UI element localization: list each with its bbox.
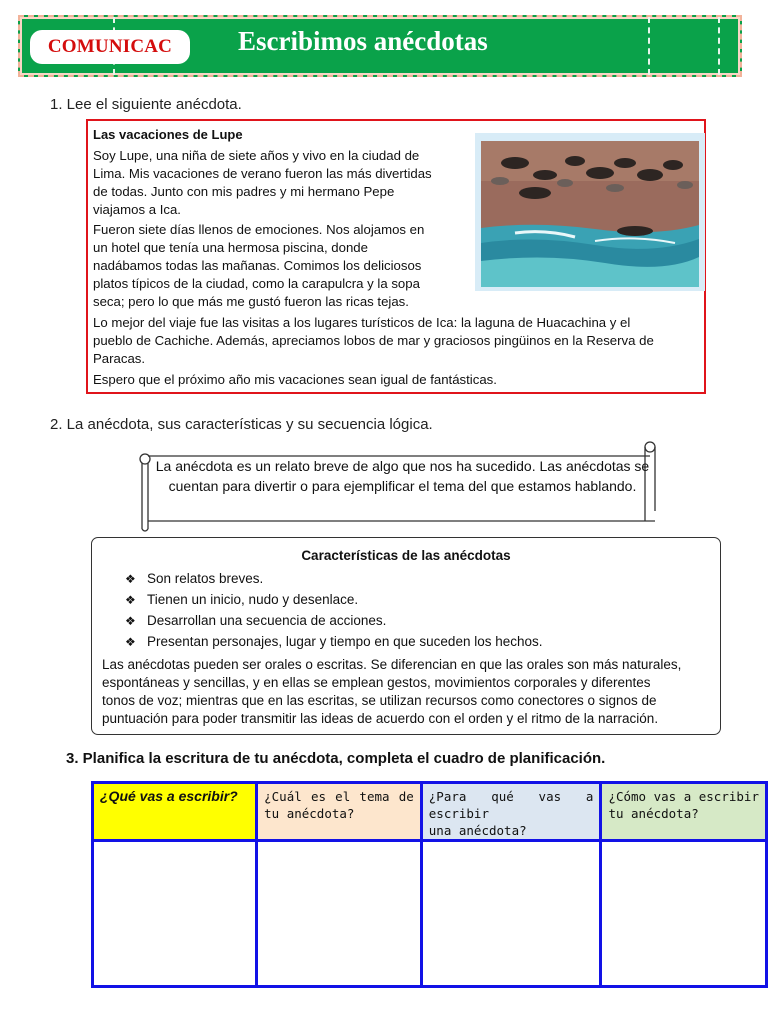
table-header: ¿Cuál es el tema de tu anécdota? [257,783,422,841]
story-line: de todas. Junto con mis padres y mi hermano Pepe [93,184,395,199]
answer-cell-purpose[interactable] [421,841,601,987]
characteristics-box [91,537,721,735]
diamond-bullet-icon: ❖ [125,593,136,607]
banner-divider [718,17,720,75]
table-row [93,841,767,987]
story-line: Soy Lupe, una niña de siete años y vivo en la ciudad de [93,148,420,163]
story-title: Las vacaciones de Lupe [93,127,243,142]
banner-divider [648,17,650,75]
instruction-1: 1. Lee el siguiente anécdota. [50,96,242,113]
answer-cell-how[interactable] [601,841,767,987]
story-line: Fueron siete días llenos de emociones. Nos alojamos en [93,222,425,237]
instruction-3: 3. Planifica la escritura de tu anécdota, completa el cuadro de planificación. [66,750,606,767]
story-paragraph-2 [93,221,424,311]
story-line: un hotel que tenía una hermosa piscina, donde [93,240,368,255]
story-line: viajamos a Ica. [93,202,181,217]
answer-cell-what[interactable] [93,841,257,987]
instruction-2: 2. La anécdota, sus características y su secuencia lógica. [50,416,433,433]
story-line: nadábamos todas las mañanas. Comimos los deliciosos [93,258,422,273]
sea-lions-photo [475,133,705,291]
table-header: ¿Qué vas a escribir? [93,783,257,841]
paragraph-line: Las anécdotas pueden ser orales o escritas. Se diferencian en que las orales son más naturales, [102,657,682,672]
story-line: seca; pero lo que más me gustó fueron las ricas tejas. [93,294,409,309]
story-line: Lo mejor del viaje fue las visitas a los lugares turísticos de Ica: la laguna de Huacachina y el [93,315,631,330]
characteristics-paragraph [102,656,707,728]
story-line: pueblo de Cachiche. Además, apreciamos lobos de mar y graciosos pingüinos en la Reserva de [93,333,654,348]
diamond-bullet-icon: ❖ [125,635,136,649]
story-closing: Espero que el próximo año mis vacaciones sean igual de fantásticas. [93,372,497,387]
table-header: ¿Para qué vas a escribir una anécdota? [421,783,601,841]
paragraph-line: espontáneas y sencillas, y en ellas se emplean gestos, movimientos corporales y diferentes [102,675,651,690]
list-item: ❖ Presentan personajes, lugar y tiempo en que suceden los hechos. [125,634,543,649]
story-line: Paracas. [93,351,146,366]
characteristics-title: Características de las anécdotas [301,548,511,563]
story-paragraph-1 [93,147,432,219]
table-header-row [93,783,767,841]
page-title: Escribimos anécdotas [238,26,488,56]
list-item: ❖ Son relatos breves. [125,571,264,586]
paragraph-line: puntuación para poder transmitir las ideas de acuerdo con el orden y el ritmo de la narración. [102,711,659,726]
table-header: ¿Cómo vas a escribir tu anécdota? [601,783,767,841]
diamond-bullet-icon: ❖ [125,572,136,586]
list-item: ❖ Tienen un inicio, nudo y desenlace. [125,592,359,607]
story-line: Lima. Mis vacaciones de verano fueron las más divertidas [93,166,432,181]
story-line: platos típicos de la ciudad, como la carapulcra y la sopa [93,276,420,291]
planning-table [91,781,768,988]
anecdote-definition: La anécdota es un relato breve de algo que nos ha sucedido. Las anécdotas se cuentan para divertir o para ejemplificar el tema del que estamos hablando. [155,458,650,494]
list-item: ❖ Desarrollan una secuencia de acciones. [125,613,387,628]
answer-cell-topic[interactable] [257,841,422,987]
story-paragraph-3 [93,314,654,368]
diamond-bullet-icon: ❖ [125,614,136,628]
paragraph-line: tonos de voz; mientras que en las escritas, se utilizan recursos como conectores o signos de [102,693,657,708]
subject-label: COMUNICAC [30,30,190,64]
